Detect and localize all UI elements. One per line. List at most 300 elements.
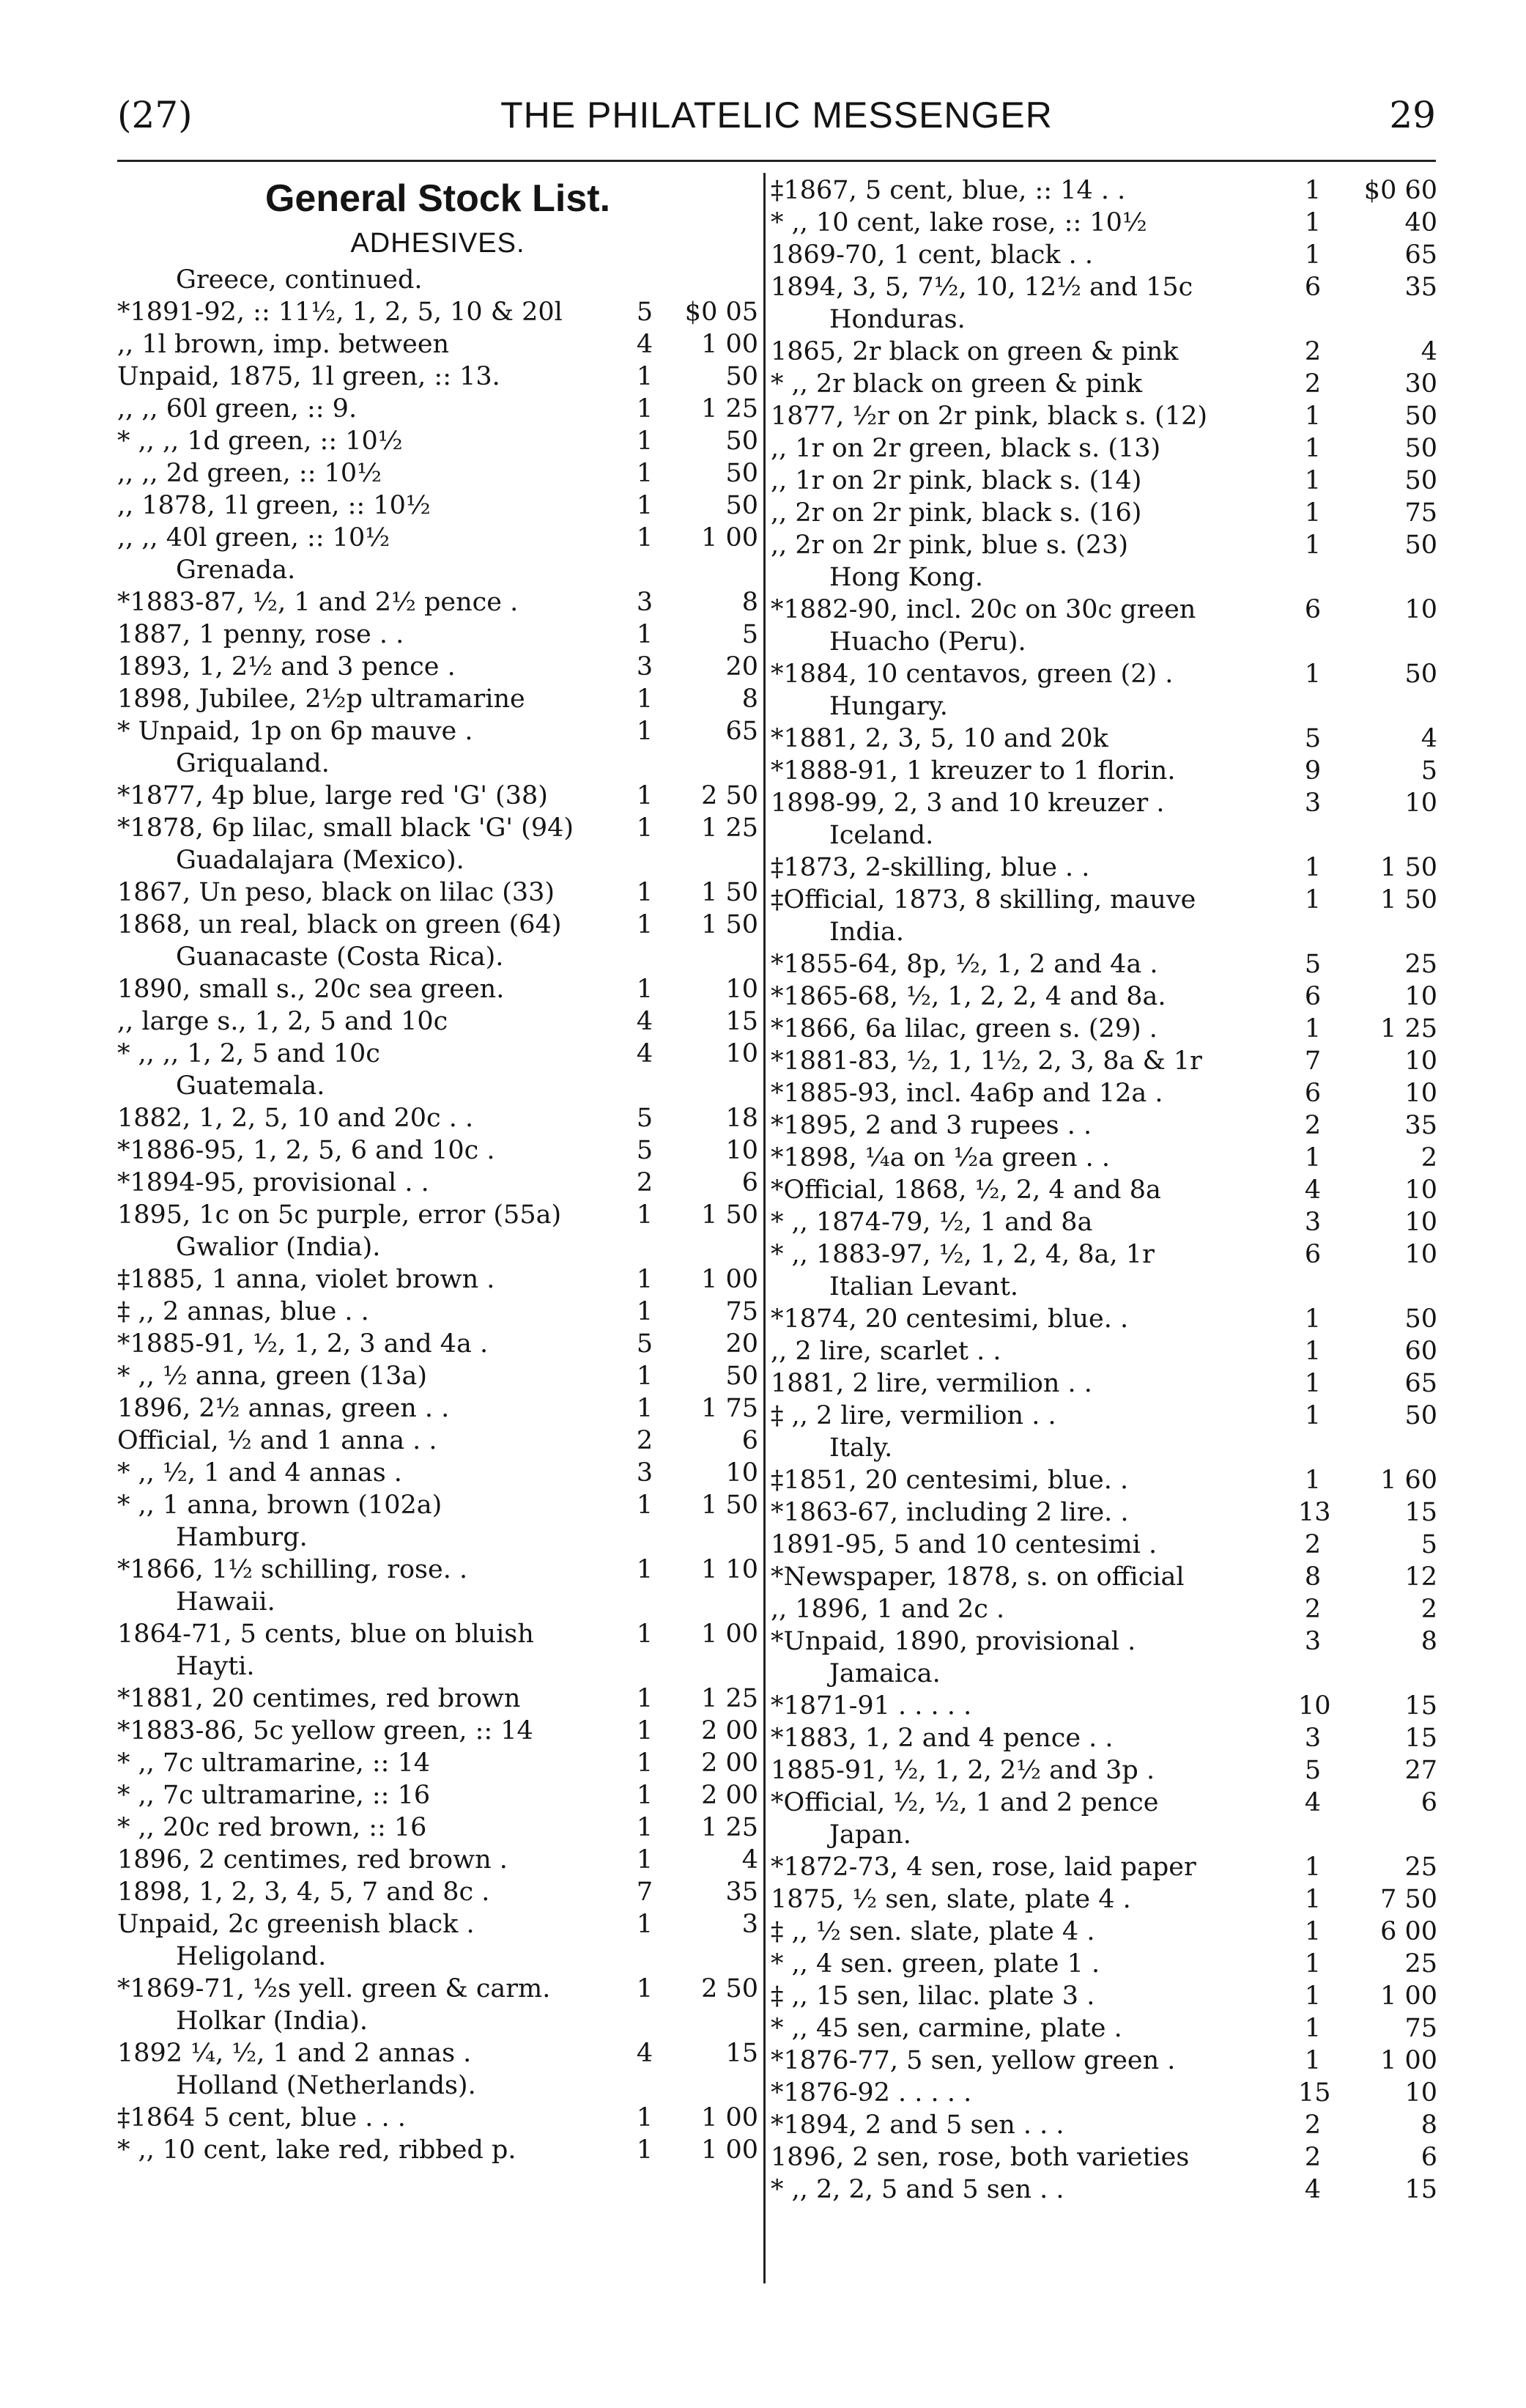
right-rows	[771, 174, 1437, 2206]
stock-entry	[771, 2045, 1437, 2077]
entry-quantity: 1	[636, 1684, 653, 1713]
list-subheading: ADHESIVES.	[350, 228, 525, 259]
stock-entry	[771, 174, 1437, 207]
entry-price: 5	[1421, 1530, 1437, 1559]
entry-description: ,, 1896, 1 and 2c .	[771, 1595, 1005, 1624]
page-number-bracketed: (27)	[117, 94, 193, 136]
entry-description: 1896, 2½ annas, green . .	[117, 1394, 450, 1423]
entry-price: 27	[1404, 1756, 1437, 1785]
entry-price: 1 75	[701, 1394, 758, 1423]
entry-price: 1 50	[1380, 885, 1437, 915]
stock-entry	[771, 1980, 1437, 2012]
entry-quantity: 9	[1304, 756, 1322, 786]
entry-quantity: 1	[1304, 1982, 1322, 2011]
entry-price: 20	[725, 1329, 758, 1359]
stock-entry	[771, 1851, 1437, 1883]
stock-entry	[117, 780, 758, 812]
entry-quantity: 1	[636, 2135, 653, 2165]
stock-entry	[771, 1238, 1437, 1271]
stock-entry	[117, 361, 758, 393]
country-name: Italian Levant.	[829, 1272, 1019, 1301]
entry-price: 1 25	[701, 1684, 758, 1713]
entry-quantity: 5	[1304, 724, 1322, 753]
entry-quantity: 1	[1304, 853, 1322, 882]
section-heading	[117, 844, 758, 876]
entry-quantity: 13	[1298, 1498, 1331, 1527]
entry-quantity: 1	[1304, 1401, 1322, 1430]
entry-price: 1 25	[701, 394, 758, 424]
entry-price: 10	[1404, 2078, 1437, 2108]
entry-quantity: 6	[1304, 1079, 1322, 1108]
stock-entry	[771, 594, 1437, 626]
stock-entry	[771, 2174, 1437, 2206]
entry-quantity: 1	[1304, 208, 1322, 237]
entry-quantity: 3	[1304, 1208, 1322, 1237]
entry-description: 1877, ½r on 2r pink, black s. (12)	[771, 402, 1208, 431]
entry-price: 50	[725, 459, 758, 488]
entry-description: *1885-93, incl. 4a6p and 12a .	[771, 1079, 1163, 1108]
entry-description: ‡1864 5 cent, blue . . .	[117, 2103, 406, 2132]
entry-price: 1 00	[701, 330, 758, 359]
country-name: Honduras.	[829, 305, 966, 334]
entry-description: * ,, ,, 1d green, :: 10½	[117, 426, 403, 456]
entry-description: ‡ ,, ½ sen. slate, plate 4 .	[771, 1917, 1095, 1946]
entry-quantity: 1	[636, 1974, 653, 2003]
entry-price: $0 60	[1363, 176, 1437, 205]
entry-description: 1885-91, ½, 1, 2, 2½ and 3p .	[771, 1756, 1155, 1785]
entry-price: 10	[1404, 1240, 1437, 1269]
stock-entry	[117, 1844, 758, 1876]
entry-description: * ,, 10 cent, lake rose, :: 10½	[771, 208, 1147, 237]
section-heading	[117, 2005, 758, 2037]
entry-quantity: 1	[1304, 1917, 1322, 1946]
entry-quantity: 1	[1304, 498, 1322, 528]
entry-description: *1882-90, incl. 20c on 30c green	[771, 595, 1196, 624]
entry-quantity: 5	[636, 1136, 653, 1165]
entry-price: 15	[725, 2039, 758, 2068]
entry-description: ‡1873, 2-skilling, blue . .	[771, 853, 1090, 882]
entry-quantity: 3	[1304, 1627, 1322, 1656]
entry-quantity: 1	[636, 813, 653, 843]
entry-description: *1883, 1, 2 and 4 pence . .	[771, 1724, 1114, 1753]
entry-quantity: 1	[636, 1748, 653, 1778]
entry-price: 10	[725, 1458, 758, 1488]
entry-description: * ,, 1 anna, brown (102a)	[117, 1491, 442, 1520]
entry-quantity: 10	[1298, 1691, 1331, 1721]
entry-quantity: 1	[636, 1394, 653, 1423]
stock-entry	[117, 393, 758, 425]
stock-entry	[771, 1690, 1437, 1722]
entry-quantity: 1	[636, 975, 653, 1004]
entry-quantity: 1	[636, 1200, 653, 1230]
entry-price: 1 50	[701, 1491, 758, 1520]
entry-price: 25	[1404, 1853, 1437, 1882]
entry-price: 1 10	[701, 1555, 758, 1584]
country-name: Guanacaste (Costa Rica).	[176, 942, 504, 972]
country-name: Japan.	[829, 1820, 911, 1850]
stock-entry	[117, 2037, 758, 2069]
entry-description: * ,, 1883-97, ½, 1, 2, 4, 8a, 1r	[771, 1240, 1155, 1269]
section-heading	[771, 916, 1437, 948]
entry-quantity: 1	[636, 1297, 653, 1326]
entry-quantity: 3	[636, 652, 653, 682]
entry-quantity: 3	[1304, 788, 1322, 818]
country-name: Italy.	[829, 1433, 893, 1463]
entry-description: *1885-91, ½, 1, 2, 3 and 4a .	[117, 1329, 489, 1359]
entry-description: 1864-71, 5 cents, blue on bluish	[117, 1620, 534, 1649]
entry-quantity: 1	[636, 1555, 653, 1584]
entry-quantity: 7	[1304, 1046, 1322, 1076]
list-heading: General Stock List.	[264, 177, 611, 220]
entry-price: 12	[1404, 1562, 1437, 1592]
entry-price: 1 00	[701, 1620, 758, 1649]
stock-entry	[117, 1199, 758, 1231]
entry-price: 75	[1404, 498, 1437, 528]
entry-price: 7 50	[1380, 1885, 1437, 1914]
entry-description: *1898, ¼a on ½a green . .	[771, 1143, 1110, 1172]
section-heading	[117, 1070, 758, 1102]
stock-entry	[771, 1916, 1437, 1948]
entry-quantity: 2	[636, 1426, 653, 1455]
entry-description: 1898, 1, 2, 3, 4, 5, 7 and 8c .	[117, 1877, 490, 1907]
section-heading	[117, 1231, 758, 1263]
section-heading	[117, 1521, 758, 1554]
stock-entry	[117, 1263, 758, 1296]
entry-price: 1 00	[701, 1265, 758, 1294]
entry-description: *1872-73, 4 sen, rose, laid paper	[771, 1853, 1196, 1882]
entry-price: 25	[1404, 1949, 1437, 1979]
entry-price: 65	[1404, 1369, 1437, 1398]
stock-entry	[117, 1876, 758, 1908]
entry-description: *1888-91, 1 kreuzer to 1 florin.	[771, 756, 1176, 786]
entry-price: 50	[1404, 402, 1437, 431]
entry-quantity: 1	[636, 491, 653, 520]
stock-entry	[771, 1754, 1437, 1787]
section-heading	[117, 1650, 758, 1683]
entry-description: ‡1885, 1 anna, violet brown .	[117, 1265, 495, 1294]
entry-quantity: 2	[1304, 1595, 1322, 1624]
entry-quantity: 3	[636, 1458, 653, 1488]
entry-price: 75	[1404, 2014, 1437, 2043]
stock-entry	[117, 1747, 758, 1779]
section-heading	[117, 941, 758, 973]
entry-quantity: 1	[636, 717, 653, 746]
entry-price: 50	[1404, 466, 1437, 495]
entry-price: 6 00	[1380, 1917, 1437, 1946]
stock-entry	[117, 1908, 758, 1940]
entry-description: * ,, ,, 1, 2, 5 and 10c	[117, 1039, 380, 1068]
entry-price: 10	[1404, 1175, 1437, 1205]
entry-quantity: 5	[636, 298, 653, 327]
entry-quantity: 3	[1304, 1724, 1322, 1753]
entry-price: 6	[1421, 1788, 1437, 1817]
entry-quantity: 4	[636, 1007, 653, 1036]
entry-price: 2	[1421, 1595, 1437, 1624]
entry-price: 1 50	[701, 1200, 758, 1230]
entry-price: 1 25	[701, 813, 758, 843]
entry-quantity: 1	[636, 878, 653, 907]
entry-description: ,, 1r on 2r pink, black s. (14)	[771, 466, 1142, 495]
stock-entry	[771, 852, 1437, 884]
entry-price: 3	[741, 1910, 758, 1939]
entry-quantity: 1	[636, 1491, 653, 1520]
country-name: India.	[829, 917, 904, 947]
entry-quantity: 2	[636, 1168, 653, 1197]
entry-quantity: 1	[636, 620, 653, 649]
header-rule	[117, 160, 1436, 162]
stock-entry	[771, 723, 1437, 755]
section-heading	[117, 747, 758, 780]
stock-entry	[117, 1005, 758, 1038]
entry-quantity: 5	[636, 1104, 653, 1133]
stock-entry	[771, 1948, 1437, 1980]
entry-description: *1874, 20 centesimi, blue. .	[771, 1304, 1129, 1334]
entry-description: ‡ ,, 2 lire, vermilion . .	[771, 1401, 1056, 1430]
entry-description: *1891-92, :: 11½, 1, 2, 5, 10 & 20l	[117, 298, 563, 327]
entry-description: *Unpaid, 1890, provisional .	[771, 1627, 1136, 1656]
entry-price: 2 50	[701, 781, 758, 810]
stock-entry	[117, 651, 758, 683]
entry-quantity: 1	[636, 1910, 653, 1939]
entry-price: 8	[1421, 2110, 1437, 2140]
section-heading	[771, 303, 1437, 336]
stock-entry	[117, 618, 758, 651]
entry-quantity: 2	[1304, 1111, 1322, 1140]
entry-description: ‡ ,, 2 annas, blue . .	[117, 1297, 369, 1326]
stock-entry	[771, 207, 1437, 239]
stock-entry	[771, 400, 1437, 432]
section-heading	[117, 2069, 758, 2102]
country-name: Hungary.	[829, 692, 948, 721]
entry-price: 50	[725, 362, 758, 391]
section-heading	[771, 1658, 1437, 1690]
entry-quantity: 1	[636, 394, 653, 424]
country-name: Griqualand.	[176, 749, 330, 778]
entry-quantity: 1	[1304, 1369, 1322, 1398]
stock-entry	[771, 1206, 1437, 1238]
entry-quantity: 1	[636, 362, 653, 391]
stock-entry	[117, 1683, 758, 1715]
entry-quantity: 4	[1304, 1175, 1322, 1205]
stock-entry	[771, 1722, 1437, 1754]
entry-price: 15	[1404, 1498, 1437, 1527]
stock-entry	[117, 2134, 758, 2166]
entry-price: 1 00	[1380, 2046, 1437, 2075]
entry-quantity: 2	[1304, 2110, 1322, 2140]
entry-quantity: 2	[1304, 1530, 1322, 1559]
stock-entry	[771, 755, 1437, 787]
stock-entry	[117, 715, 758, 747]
country-name: Guadalajara (Mexico).	[176, 846, 464, 875]
stock-entry	[117, 1618, 758, 1650]
stock-entry	[771, 1787, 1437, 1819]
stock-entry	[117, 1811, 758, 1844]
entry-description: * ,, 7c ultramarine, :: 14	[117, 1748, 431, 1778]
entry-price: 8	[1421, 1627, 1437, 1656]
stock-entry	[771, 2077, 1437, 2109]
entry-price: 5	[1421, 756, 1437, 786]
entry-quantity: 1	[1304, 1014, 1322, 1044]
entry-quantity: 1	[636, 459, 653, 488]
entry-description: * ,, ½, 1 and 4 annas .	[117, 1458, 402, 1488]
section-heading	[117, 554, 758, 586]
stock-entry	[771, 1045, 1437, 1077]
stock-entry	[771, 1077, 1437, 1109]
country-name: Guatemala.	[176, 1071, 325, 1101]
entry-price: 50	[1404, 434, 1437, 463]
entry-description: * ,, 20c red brown, :: 16	[117, 1813, 427, 1842]
entry-price: 25	[1404, 950, 1437, 979]
entry-description: ,, 2r on 2r pink, black s. (16)	[771, 498, 1142, 528]
entry-description: *1894-95, provisional . .	[117, 1168, 429, 1197]
entry-description: *1855-64, 8p, ½, 1, 2 and 4a .	[771, 950, 1158, 979]
section-heading	[771, 626, 1437, 658]
entry-quantity: 4	[1304, 2175, 1322, 2204]
stock-entry	[117, 1296, 758, 1328]
entry-price: 1 60	[1380, 1466, 1437, 1495]
entry-quantity: 6	[1304, 1240, 1322, 1269]
stock-entry	[771, 1593, 1437, 1625]
entry-price: 1 50	[1380, 853, 1437, 882]
entry-quantity: 3	[636, 588, 653, 617]
section-heading	[771, 1432, 1437, 1464]
entry-description: 1869-70, 1 cent, black . .	[771, 240, 1094, 270]
entry-description: ,, 2r on 2r pink, blue s. (23)	[771, 531, 1129, 560]
stock-entry	[117, 1360, 758, 1392]
entry-quantity: 2	[1304, 369, 1322, 399]
entry-quantity: 1	[636, 523, 653, 553]
entry-quantity: 1	[636, 1620, 653, 1649]
entry-price: 18	[725, 1104, 758, 1133]
section-heading	[771, 1819, 1437, 1851]
entry-price: 35	[1404, 1111, 1437, 1140]
entry-price: 6	[1421, 2143, 1437, 2172]
entry-price: 1 00	[701, 523, 758, 553]
entry-description: ,, 1878, 1l green, :: 10½	[117, 491, 431, 520]
entry-description: *1884, 10 centavos, green (2) .	[771, 660, 1174, 689]
section-heading	[117, 1586, 758, 1618]
entry-description: 1890, small s., 20c sea green.	[117, 975, 505, 1004]
stock-entry	[117, 1038, 758, 1070]
entry-quantity: 1	[1304, 1949, 1322, 1979]
entry-price: 10	[1404, 788, 1437, 818]
entry-description: ‡Official, 1873, 8 skilling, mauve	[771, 885, 1196, 915]
entry-price: 35	[1404, 273, 1437, 302]
entry-description: *1881, 20 centimes, red brown	[117, 1684, 521, 1713]
section-heading	[771, 561, 1437, 594]
entry-quantity: 1	[1304, 660, 1322, 689]
entry-quantity: 5	[1304, 1756, 1322, 1785]
entry-price: 4	[1421, 337, 1437, 366]
entry-description: 1895, 1c on 5c purple, error (55a)	[117, 1200, 562, 1230]
section-heading	[771, 1271, 1437, 1303]
entry-description: 1891-95, 5 and 10 centesimi .	[771, 1530, 1158, 1559]
entry-description: *Newspaper, 1878, s. on official	[771, 1562, 1185, 1592]
entry-description: ‡1867, 5 cent, blue, :: 14 . .	[771, 176, 1126, 205]
entry-quantity: 4	[636, 330, 653, 359]
entry-quantity: 1	[1304, 2014, 1322, 2043]
entry-quantity: 6	[1304, 595, 1322, 624]
entry-quantity: 1	[1304, 1304, 1322, 1334]
entry-price: 2 00	[701, 1716, 758, 1746]
entry-quantity: 5	[636, 1329, 653, 1359]
stock-entry	[117, 683, 758, 715]
entry-description: *1894, 2 and 5 sen . . .	[771, 2110, 1064, 2140]
journal-title: THE PHILATELIC MESSENGER	[500, 95, 1053, 136]
entry-price: 50	[725, 491, 758, 520]
entry-description: *1866, 6a lilac, green s. (29) .	[771, 1014, 1158, 1044]
entry-quantity: 1	[1304, 176, 1322, 205]
entry-quantity: 1	[636, 1845, 653, 1875]
stock-entry	[771, 497, 1437, 529]
entry-description: *1881-83, ½, 1, 1½, 2, 3, 8a & 1r	[771, 1046, 1202, 1076]
entry-description: *1866, 1½ schilling, rose. .	[117, 1555, 468, 1584]
entry-price: 15	[725, 1007, 758, 1036]
entry-price: 4	[1421, 724, 1437, 753]
entry-quantity: 1	[636, 781, 653, 810]
entry-quantity: 1	[1304, 402, 1322, 431]
entry-description: ,, 1l brown, imp. between	[117, 330, 450, 359]
stock-entry	[117, 328, 758, 361]
entry-price: 30	[1404, 369, 1437, 399]
entry-price: 10	[725, 1136, 758, 1165]
stock-entry	[117, 1779, 758, 1811]
entry-price: 35	[725, 1877, 758, 1907]
entry-quantity: 1	[1304, 531, 1322, 560]
stock-entry	[117, 457, 758, 490]
stock-entry	[117, 1973, 758, 2005]
stock-entry	[771, 1496, 1437, 1529]
entry-description: * ,, 4 sen. green, plate 1 .	[771, 1949, 1100, 1979]
country-name: Hong Kong.	[829, 563, 984, 592]
stock-entry	[771, 529, 1437, 561]
entry-price: 75	[725, 1297, 758, 1326]
entry-description: *1877, 4p blue, large red 'G' (38)	[117, 781, 548, 810]
section-heading	[117, 1940, 758, 1973]
entry-description: *1863-67, including 2 lire. .	[771, 1498, 1129, 1527]
entry-description: 1893, 1, 2½ and 3 pence .	[117, 652, 456, 682]
stock-entry	[771, 1529, 1437, 1561]
entry-description: * ,, 1874-79, ½, 1 and 8a	[771, 1208, 1093, 1237]
entry-price: 50	[725, 1362, 758, 1391]
entry-price: 50	[1404, 660, 1437, 689]
stock-entry	[771, 271, 1437, 303]
stock-entry	[117, 490, 758, 522]
entry-price: 50	[1404, 531, 1437, 560]
entry-description: *Official, ½, ½, 1 and 2 pence	[771, 1788, 1159, 1817]
entry-price: 1 00	[701, 2103, 758, 2132]
entry-price: 6	[741, 1168, 758, 1197]
entry-quantity: 1	[1304, 434, 1322, 463]
stock-entry	[117, 522, 758, 554]
stock-entry	[771, 465, 1437, 497]
entry-description: ‡1851, 20 centesimi, blue. .	[771, 1466, 1129, 1495]
entry-price: 65	[1404, 240, 1437, 270]
entry-quantity: 4	[1304, 1788, 1322, 1817]
entry-description: 1896, 2 sen, rose, both varieties	[771, 2143, 1190, 2172]
country-name: Heligoland.	[176, 1942, 327, 1971]
stock-entry	[117, 876, 758, 909]
entry-price: 15	[1404, 1691, 1437, 1721]
country-name: Grenada.	[176, 555, 296, 585]
entry-quantity: 6	[1304, 273, 1322, 302]
entry-description: * ,, 10 cent, lake red, ribbed p.	[117, 2135, 516, 2165]
section-heading	[117, 264, 758, 296]
entry-description: ,, 1r on 2r green, black s. (13)	[771, 434, 1161, 463]
stock-entry	[117, 1425, 758, 1457]
country-name: Greece, continued.	[176, 265, 423, 295]
entry-description: *1886-95, 1, 2, 5, 6 and 10c .	[117, 1136, 495, 1165]
